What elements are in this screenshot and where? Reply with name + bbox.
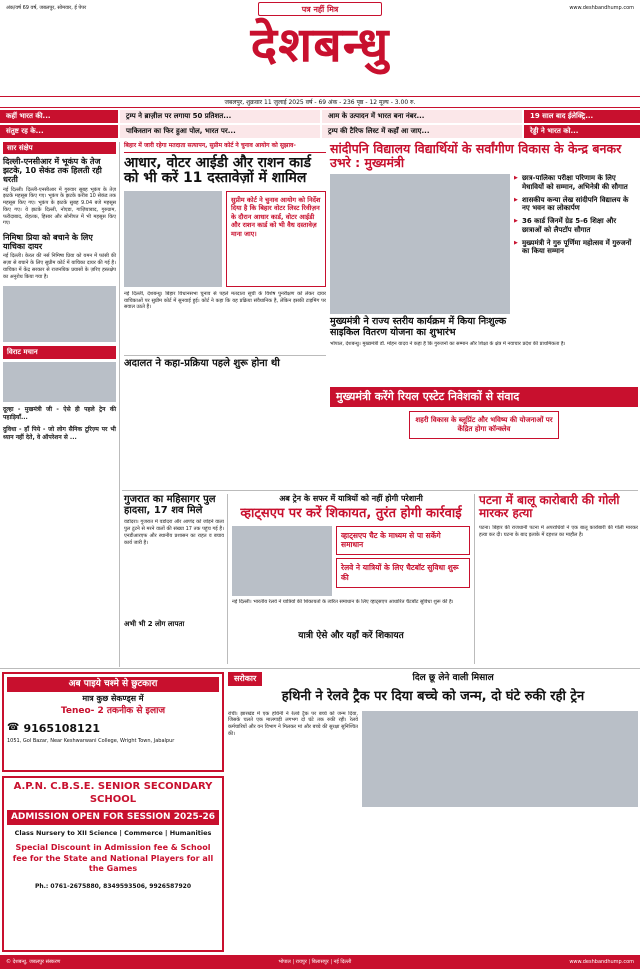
bullet-item: ▶ शासकीय कन्या लेख सांदीपनि विद्यालय के नए भवन का लोकार्पण	[514, 196, 638, 214]
left-column	[0, 142, 120, 667]
footer	[0, 955, 640, 969]
phone-icon: ☎	[7, 722, 20, 734]
lead-quote: सुप्रीम कोर्ट ने चुनाव आयोग को निर्देश दिया है कि बिहार वोटर लिस्ट रिवीज़न के दौरान आधार कार्ड, वोटर आईडी और राशन कार्ड को भी वैध दस्तावेज़ माना जाए।	[226, 191, 326, 287]
story-body: नई दिल्ली। दिल्ली-एनसीआर में गुरुवार सुबह भूकंप के तेज़ झटके महसूस किए गए। भूकंप के झटके करीब 10 सेकंड तक महसूस किए गए। भूकंप के झटके सुबह 9.04 बजे महसूस किए गए। ये झटके दिल्ली, नोएडा, गाज़ियाबाद, गुरुग्राम, फरीदाबाद, रोहतक, हिसार और सोनीपत में भी महसूस किए गए।	[3, 186, 116, 227]
ad-tech: Teneo- 2 तकनीक से इलाज	[60, 706, 166, 717]
sarokar-headline[interactable]: हथिनी ने रेलवे ट्रैक पर दिया बच्चे को जन्म, दो घंटे रुकी रही ट्रेन	[281, 689, 585, 704]
ticker-item[interactable]: रेड्डी ने भारत को...	[524, 125, 640, 138]
lead-headline[interactable]: आधार, वोटर आईडी और राशन कार्ड को भी करें 11 दस्तावेज़ों में शामिल	[124, 154, 312, 187]
ad-headline: अब पाइये चश्मे से छुटकारा	[7, 677, 219, 692]
lead-story	[124, 142, 326, 412]
lead-photo	[124, 191, 222, 287]
cm-headline[interactable]: सांदीपनि विद्यालय विद्यार्थियों के सर्वांगीण विकास के केन्द्र बनकर उभरे : मुख्यमंत्री	[330, 141, 622, 170]
ticker-item[interactable]: ट्रम्प की टैरिफ लिस्ट में कहाँ आ जाए...	[322, 125, 522, 138]
patna-story	[474, 494, 638, 664]
quip-text: दुविधा - हाँ पिये - जो लोग सैनिक टूरिज़्म पर भी ध्यान नहीं देते, वे ऑपरेशन से ...	[3, 426, 116, 442]
ticker-bar	[0, 110, 640, 138]
divider	[0, 668, 640, 669]
cm-band-sub: शहरी विकास के ब्लूप्रिंट और भविष्य की योजनाओं पर केंद्रित होगा कॉन्क्लेव	[409, 411, 559, 439]
gujarat-headline[interactable]: गुजरात का महिसागर पुल हादसा, 17 शव मिले	[124, 494, 216, 517]
train-story	[232, 494, 470, 664]
ticker-item[interactable]: पाकिस्तान का फिर हुआ पोल, भारत पर...	[120, 125, 320, 138]
top-left-info: अंक/वर्ष 69 वर्ष, जबलपुर, सोमवार, ई पेपर	[6, 4, 87, 11]
school-phone[interactable]: Ph.: 0761-2675880, 8349593506, 9926587920	[34, 882, 192, 890]
ticker-item[interactable]: कहीं भारत की...	[0, 110, 118, 123]
ad-phone[interactable]: 9165108121	[23, 721, 101, 735]
logo-text: देशबन्धु	[250, 16, 390, 73]
cm-band-headline[interactable]: मुख्यमंत्री करेंगे रियल एस्टेट निवेशकों से संवाद	[330, 387, 638, 407]
bullet-item: ▶ 36 कार्ड जिनमें ग्रेड 5-6 शिक्षा और छात्राओं को लैपटॉप सौगात	[514, 217, 638, 235]
school-classes: Class Nursery to XII Science | Commerce | Humanities	[14, 829, 212, 838]
cm-story	[330, 142, 638, 472]
cm-bullets	[514, 174, 638, 314]
bullet-item: ▶ छात्र-पालिका परीक्षा परिणाम के लिए मेधावियों को सम्मान, अभिनेत्री की सौगात	[514, 174, 638, 192]
cm-photo	[330, 174, 510, 314]
tagline: पत्र नहीं मित्र	[258, 2, 382, 16]
lead-subhead[interactable]: अदालत ने कहा-प्रक्रिया पहले शुरू होना थी	[124, 355, 326, 369]
ticker-item[interactable]: आम के उत्पादन में भारत बना नंबर...	[322, 110, 522, 123]
quip-text: दूल्हा - मुखमंत्री जी - ऐसे ही पहले ट्रेन की पहाड़ियाँ...	[3, 406, 116, 422]
cartoon-image	[3, 362, 116, 402]
school-name: A.P.N. C.B.S.E. SENIOR SECONDARY SCHOOL	[13, 781, 213, 805]
story-kicker: बिहार में जारी रहेगा मतदाता सत्यापन, सुप्रीम कोर्ट ने चुनाव आयोग को सुझाव-	[124, 142, 326, 153]
admission-band: ADMISSION OPEN FOR SESSION 2025-26	[7, 810, 219, 825]
train-photo	[232, 526, 332, 596]
lead-body: नई दिल्ली, देशबन्धु। बिहार विधानसभा चुनाव से पहले मतदाता सूची के विशेष पुनरीक्षण को लेकर दायर याचिकाओं पर सुप्रीम कोर्ट में सुनवाई हुई। कोर्ट ने कहा कि यह प्रक्रिया संवैधानिक है, लेकिन इसकी टाइमिंग पर सवाल उठते हैं।	[124, 290, 326, 311]
footer-center: भोपाल | रायपुर | बिलासपुर | नई दिल्ली	[278, 958, 352, 965]
train-kicker: अब ट्रेन के सफर में यात्रियों को नहीं होगी परेशानी	[279, 494, 423, 503]
patna-headline[interactable]: पटना में बालू कारोबारी की गोली मारकर हत्या	[479, 493, 620, 521]
footer-left: © देशबन्धु, जबलपुर संस्करण	[6, 958, 61, 965]
elephant-photo	[362, 711, 638, 807]
patna-body: पटना। बिहार की राजधानी पटना में अपराधियों ने एक बालू कारोबारी की गोली मारकर हत्या कर दी। घटना के बाद इलाके में दहशत का माहौल है।	[479, 524, 638, 538]
section-header: सार संक्षेप	[3, 142, 116, 154]
bullet-item: ▶ मुख्यमंत्री ने गुरु पूर्णिमा महोत्सव में गुरुजनों का किया सम्मान	[514, 239, 638, 257]
cartoon-image	[3, 286, 116, 342]
gujarat-body: वडोदरा। गुजरात में वडोदरा और आणंद को जोड़ने वाला पुल टूटने से मरने वालों की संख्या 17 तक पहुंच गई है। एनडीआरएफ और स्थानीय प्रशासन का राहत व बचाव कार्य जारी है।	[124, 519, 224, 546]
sarokar-story	[228, 672, 638, 952]
train-subhead[interactable]: यात्री ऐसे और यहाँ करें शिकायत	[298, 630, 404, 641]
story-body: नई दिल्ली। केरल की नर्स निमिषा प्रिया को यमन में फांसी की सज़ा से बचाने के लिए सुप्रीम कोर्ट में याचिका दायर की गई है। याचिका में केंद्र सरकार से राजनयिक प्रयासों के ज़रिए हस्तक्षेप का अनुरोध किया गया है।	[3, 253, 116, 280]
train-box: व्हाट्सएप चैट के माध्यम से पा सकेंगे समाधान	[336, 526, 470, 556]
ad-subline: मात्र कुछ सेकण्ड्स में	[82, 694, 144, 704]
masthead-logo	[0, 16, 640, 74]
eye-clinic-ad[interactable]	[2, 672, 224, 772]
train-headline[interactable]: व्हाट्सएप पर करें शिकायत, तुरंत होगी कार्रवाई	[240, 506, 462, 521]
train-body: नई दिल्ली। भारतीय रेलवे ने यात्रियों की शिकायतों के त्वरित समाधान के लिए व्हाट्सएप आधारित चैटबॉट सुविधा शुरू की है।	[232, 598, 454, 605]
ad-address: 1051, Gol Bazar, Near Keshwarwani College, Wright Town, Jabalpur	[7, 738, 175, 745]
story-headline[interactable]: निमिषा प्रिया को बचाने के लिए याचिका दायर	[3, 233, 93, 252]
photo-caption[interactable]: मुख्यमंत्री ने राज्य स्तरीय कार्यक्रम में किया निःशुल्क साइकिल वितरण योजना का शुभारंभ	[330, 316, 507, 338]
gujarat-subhead: अभी भी 2 लोग लापता	[124, 620, 185, 629]
school-special: Special Discount in Admission fee & School fee for the State and National Players for all the Games	[12, 843, 214, 874]
ticker-item[interactable]: ट्रम्प ने ब्राज़ील पर लगाया 50 प्रतिशत...	[120, 110, 320, 123]
school-ad[interactable]	[2, 776, 224, 952]
cm-body: भोपाल, देशबन्धु। मुख्यमंत्री डॉ. मोहन यादव ने कहा है कि गुरुजनों का सम्मान और शिक्षा के क्षेत्र में नवाचार प्रदेश की प्राथमिकता है।	[330, 341, 566, 348]
train-box: रेलवे ने यात्रियों के लिए चैटबॉट सुविधा शुरू की	[336, 558, 470, 588]
ticker-item[interactable]: 19 साल बाद ईलेक्ट्रि...	[524, 110, 640, 123]
divider	[122, 490, 638, 491]
sarokar-kicker: दिल छू लेने वाली मिसाल	[412, 673, 494, 684]
website-link[interactable]: www.deshbandhump.com	[569, 4, 634, 11]
sarokar-body: रांची। झारखंड में एक हथिनी ने रेलवे ट्रैक पर बच्चे को जन्म दिया, जिसके चलते एक मालगाड़ी लगभग दो घंटे तक रुकी रही। रेलवे कर्मचारियों और वन विभाग ने मिलकर मां और बच्चे की सुरक्षा सुनिश्चित की।	[228, 710, 358, 737]
story-headline[interactable]: दिल्ली-एनसीआर में भूकंप के तेज झटके, 10 सेकंड तक हिलती रही धरती	[3, 157, 102, 185]
ticker-item[interactable]: संतुष्ट रह के...	[0, 125, 118, 138]
section-label: सरोकार	[228, 672, 262, 686]
gujarat-story	[124, 494, 228, 664]
dateline: जबलपुर, शुक्रवार 11 जुलाई 2025 वर्ष - 69 अंक - 236 पृष्ठ - 12 मूल्य - 3.00 रु.	[0, 96, 640, 108]
footer-website[interactable]: www.deshbandhump.com	[569, 958, 634, 965]
cartoon-label: विराट मचान	[3, 346, 116, 359]
